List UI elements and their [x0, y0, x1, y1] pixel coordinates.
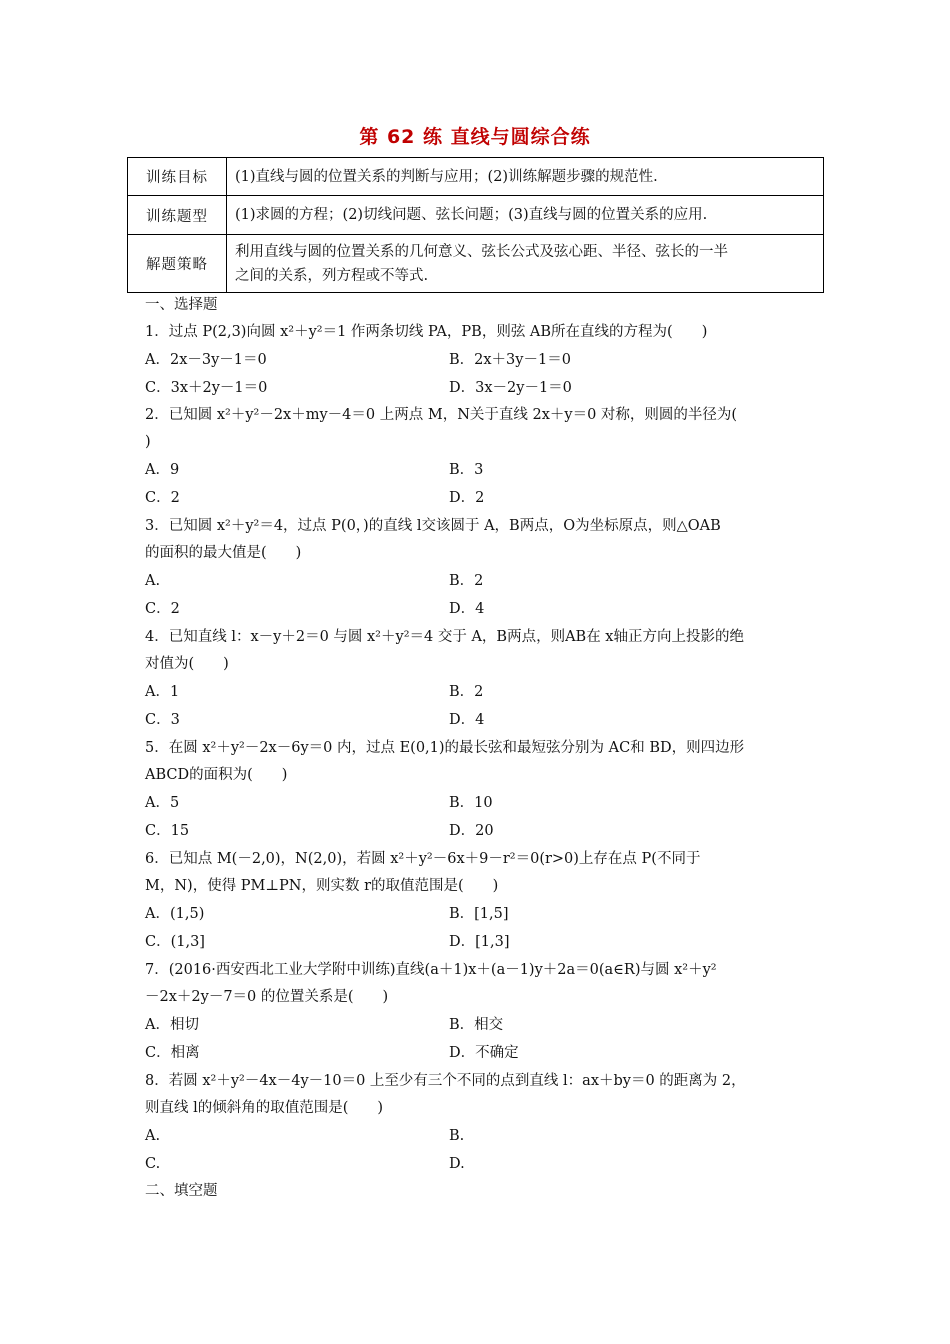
info-value-line: 利用直线与圆的位置关系的几何意义、弦长公式及弦心距、半径、弦长的一半	[235, 243, 728, 260]
q4-option-d: D．4	[449, 712, 485, 728]
q1-option-c: C．3x＋2y－1＝0	[145, 380, 268, 396]
q1-option-d: D．3x－2y－1＝0	[449, 380, 572, 396]
section-heading: 一、选择题	[145, 297, 218, 313]
question-2-stem: 2．已知圆 x²＋y²－2x＋my－4＝0 上两点 M，N关于直线 2x＋y＝0 对称，则圆的半径为(	[145, 407, 738, 423]
q4-option-a: A．1	[145, 684, 180, 700]
info-row-goal	[128, 158, 824, 196]
q8-option-b: B.	[449, 1128, 465, 1144]
q2-option-c: C．2	[145, 490, 180, 506]
info-table	[127, 157, 824, 293]
q2-option-d: D．2	[449, 490, 485, 506]
question-7-stem: 7．(2016·西安西北工业大学附中训练)直线(a＋1)x＋(a－1)y＋2a＝0(a∈R)与圆 x²＋y²	[145, 962, 717, 978]
q7-option-a: A．相切	[145, 1017, 199, 1033]
page-title: 第 62 练 直线与圆综合练	[359, 126, 591, 148]
q2-option-b: B．3	[449, 462, 484, 478]
question-8-stem: 8．若圆 x²＋y²－4x－4y－10＝0 上至少有三个不同的点到直线 l：ax＋by＝0 的距离为 2，	[145, 1073, 746, 1089]
q5-option-a: A．5	[145, 795, 180, 811]
question-5-stem: 5．在圆 x²＋y²－2x－6y＝0 内，过点 E(0,1)的最长弦和最短弦分别为 AC和 BD，则四边形	[145, 740, 745, 756]
q7-option-d: D．不确定	[449, 1045, 519, 1061]
q6-option-b: B．[1,5]	[449, 906, 509, 922]
q3-option-c: C．2	[145, 601, 180, 617]
question-8-stem-cont: 则直线 l的倾斜角的取值范围是( )	[145, 1100, 384, 1116]
info-row-strategy	[128, 235, 824, 293]
question-2-stem-cont: )	[145, 434, 151, 450]
q4-option-b: B．2	[449, 684, 484, 700]
question-1-stem: 1．过点 P(2,3)向圆 x²＋y²＝1 作两条切线 PA，PB，则弦 AB所在直线的方程为( )	[145, 324, 708, 340]
q8-option-a: A.	[145, 1128, 161, 1144]
question-7-stem-cont: －2x＋2y－7＝0 的位置关系是( )	[145, 989, 389, 1005]
q5-option-b: B．10	[449, 795, 493, 811]
question-4-stem: 4．已知直线 l：x－y＋2＝0 与圆 x²＋y²＝4 交于 A，B两点，则AB在 x轴正方向上投影的绝	[145, 629, 744, 645]
info-key: 解题策略	[128, 235, 227, 293]
question-6-stem: 6．已知点 M(－2,0)，N(2,0)，若圆 x²＋y²－6x＋9－r²＝0(r>0)上存在点 P(不同于	[145, 851, 701, 867]
q6-option-d: D．[1,3]	[449, 934, 510, 950]
q1-option-b: B．2x＋3y－1＝0	[449, 352, 571, 368]
info-key: 训练目标	[128, 158, 227, 196]
q7-option-c: C．相离	[145, 1045, 200, 1061]
q2-option-a: A．9	[145, 462, 180, 478]
q7-option-b: B．相交	[449, 1017, 504, 1033]
q5-option-c: C．15	[145, 823, 190, 839]
question-6-stem-cont: M，N)，使得 PM⊥PN，则实数 r的取值范围是( )	[145, 878, 499, 894]
info-row-type	[128, 196, 824, 235]
info-value-line: 之间的关系，列方程或不等式.	[235, 267, 429, 284]
q4-option-c: C．3	[145, 712, 180, 728]
q8-option-d: D.	[449, 1156, 465, 1172]
q5-option-d: D．20	[449, 823, 494, 839]
question-4-stem-cont: 对值为( )	[145, 656, 229, 672]
section-heading: 二、填空题	[145, 1183, 218, 1199]
info-value: (1)求圆的方程；(2)切线问题、弦长问题；(3)直线与圆的位置关系的应用.	[227, 196, 824, 235]
info-value	[227, 235, 824, 293]
question-3-stem: 3．已知圆 x²＋y²＝4，过点 P(0，)的直线 l交该圆于 A，B两点，O为坐标原点，则△OAB	[145, 518, 721, 534]
question-3-stem-cont: 的面积的最大值是( )	[145, 545, 302, 561]
q6-option-c: C．(1,3]	[145, 934, 205, 950]
q3-option-b: B．2	[449, 573, 484, 589]
info-key: 训练题型	[128, 196, 227, 235]
info-value: (1)直线与圆的位置关系的判断与应用；(2)训练解题步骤的规范性.	[227, 158, 824, 196]
q3-option-d: D．4	[449, 601, 485, 617]
question-5-stem-cont: ABCD的面积为( )	[145, 767, 288, 783]
q1-option-a: A．2x－3y－1＝0	[145, 352, 267, 368]
q8-option-c: C.	[145, 1156, 161, 1172]
q6-option-a: A．(1,5)	[145, 906, 205, 922]
q3-option-a: A.	[145, 573, 161, 589]
